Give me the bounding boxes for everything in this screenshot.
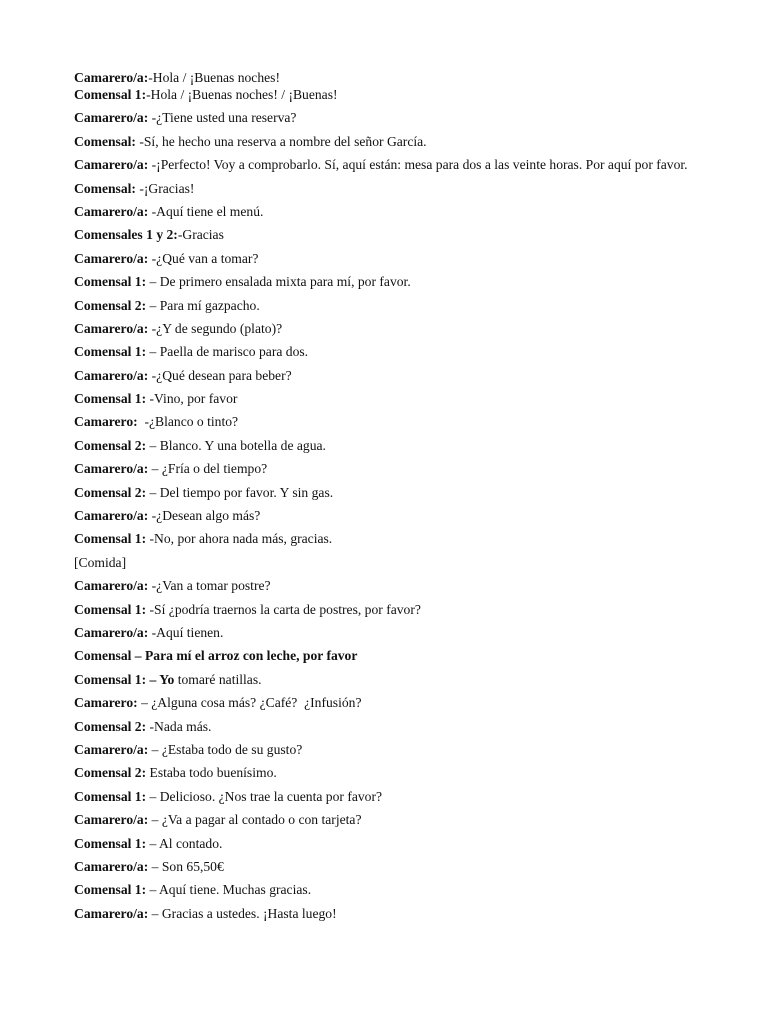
line-text: -¿Y de segundo (plato)? <box>148 320 283 336</box>
line-text: -Sí, he hecho una reserva a nombre del señor García. <box>135 133 427 149</box>
speaker-label: Comensal 2: <box>74 297 147 313</box>
dialogue-line <box>74 203 714 220</box>
speaker-label: Comensal 1: <box>74 835 147 851</box>
dialogue-line <box>74 250 714 267</box>
line-text: – Paella de marisco para dos. <box>146 344 309 360</box>
line-text: -Sí ¿podría traernos la carta de postres, por favor? <box>146 601 421 617</box>
speaker-label: Comensal 2: <box>74 718 147 734</box>
speaker-label: Camarero: <box>74 414 138 430</box>
dialogue-line <box>74 554 714 571</box>
line-text: – ¿Fría o del tiempo? <box>148 461 268 477</box>
line-text: -Hola / ¡Buenas noches! <box>148 70 280 85</box>
dialogue-line <box>74 297 714 314</box>
speaker-label: Comensal 1: <box>74 87 147 102</box>
speaker-label: Camarero/a: <box>74 157 149 173</box>
dialogue-line <box>74 507 714 524</box>
line-text: -Aquí tienen. <box>148 624 224 640</box>
dialogue-line <box>74 671 714 688</box>
dialogue-line <box>74 180 714 197</box>
dialogue-line <box>74 764 714 781</box>
speaker-label: Comensal: <box>74 180 136 196</box>
bold-text: – Yo <box>146 671 175 687</box>
line-text: -¡Perfecto! Voy a comprobarlo. Sí, aquí están: mesa para dos a las veinte horas. Por aquí por favor. <box>148 157 688 173</box>
line-text: – Delicioso. ¿Nos trae la cuenta por favor? <box>146 788 383 804</box>
line-text: – Para mí gazpacho. <box>146 297 260 313</box>
line-text: – De primero ensalada mixta para mí, por favor. <box>146 274 411 290</box>
dialogue-line <box>74 718 714 735</box>
speaker-label: Comensales 1 y 2: <box>74 227 178 243</box>
dialogue-line <box>74 69 714 86</box>
line-text: -¿Qué desean para beber? <box>148 367 292 383</box>
line-text: – Gracias a ustedes. ¡Hasta luego! <box>148 905 337 921</box>
speaker-label: Comensal 2: <box>74 765 147 781</box>
speaker-label: Comensal 1: <box>74 531 147 547</box>
speaker-label: Comensal 1: <box>74 274 147 290</box>
dialogue-line <box>74 811 714 828</box>
line-text: – ¿Alguna cosa más? ¿Café? ¿Infusión? <box>137 695 362 711</box>
speaker-label: Camarero/a: <box>74 741 149 757</box>
speaker-label: Comensal 1: <box>74 391 147 407</box>
line-text: – Al contado. <box>146 835 223 851</box>
line-text: -¿Van a tomar postre? <box>148 578 271 594</box>
line-text: -¡Gracias! <box>135 180 195 196</box>
speaker-label: Comensal 1: <box>74 671 147 687</box>
dialogue-line <box>74 437 714 454</box>
speaker-label: Comensal 2: <box>74 437 147 453</box>
line-text: -¿Blanco o tinto? <box>137 414 239 430</box>
line-text: -¿Qué van a tomar? <box>148 250 259 266</box>
speaker-label: Comensal 1: <box>74 601 147 617</box>
speaker-label: Camarero/a: <box>74 578 149 594</box>
dialogue-line <box>74 577 714 594</box>
dialogue-line <box>74 413 714 430</box>
line-text: – Son 65,50€ <box>148 858 224 874</box>
line-text: Estaba todo buenísimo. <box>146 765 277 781</box>
dialogue-line <box>74 647 714 664</box>
speaker-label: Camarero/a: <box>74 110 149 126</box>
dialogue-line <box>74 460 714 477</box>
dialogue-line <box>74 835 714 852</box>
speaker-label: Comensal 1: <box>74 344 147 360</box>
dialogue-line <box>74 881 714 898</box>
dialogue-line <box>74 226 714 243</box>
speaker-label: Camarero/a: <box>74 367 149 383</box>
line-text: – ¿Estaba todo de su gusto? <box>148 741 303 757</box>
speaker-label: Camarero/a: <box>74 508 149 524</box>
speaker-label: Camarero/a: <box>74 203 149 219</box>
dialogue-line <box>74 86 714 103</box>
speaker-label: Camarero/a: <box>74 70 149 85</box>
line-text: – Del tiempo por favor. Y sin gas. <box>146 484 334 500</box>
speaker-label: Comensal 1: <box>74 788 147 804</box>
dialogue-line <box>74 273 714 290</box>
line-text: -Hola / ¡Buenas noches! / ¡Buenas! <box>146 87 338 102</box>
dialogue-line <box>74 530 714 547</box>
line-text: – ¿Va a pagar al contado o con tarjeta? <box>148 812 362 828</box>
dialogue-line <box>74 858 714 875</box>
speaker-label: Comensal: <box>74 133 136 149</box>
dialogue-line <box>74 905 714 922</box>
line-text: -Nada más. <box>146 718 212 734</box>
line-text: – Blanco. Y una botella de agua. <box>146 437 326 453</box>
speaker-label: Camarero/a: <box>74 812 149 828</box>
speaker-label: Camarero/a: <box>74 624 149 640</box>
speaker-label: Comensal 1: <box>74 882 147 898</box>
dialogue-line <box>74 624 714 641</box>
line-text: tomaré natillas. <box>174 671 262 687</box>
dialogue-line <box>74 484 714 501</box>
document-page <box>74 69 714 922</box>
line-text: – Aquí tiene. Muchas gracias. <box>146 882 312 898</box>
speaker-label: Comensal 2: <box>74 484 147 500</box>
line-text: -Gracias <box>177 227 224 243</box>
line-text: -¿Desean algo más? <box>148 508 261 524</box>
line-text: -No, por ahora nada más, gracias. <box>146 531 333 547</box>
dialogue-line <box>74 601 714 618</box>
speaker-label: Camarero/a: <box>74 905 149 921</box>
dialogue-line <box>74 788 714 805</box>
dialogue-line <box>74 367 714 384</box>
speaker-label: Camarero/a: <box>74 858 149 874</box>
speaker-label: Camarero/a: <box>74 250 149 266</box>
dialogue-line <box>74 109 714 126</box>
line-text: [Comida] <box>74 554 127 570</box>
speaker-label: Camarero/a: <box>74 320 149 336</box>
dialogue-line <box>74 156 714 173</box>
dialogue-line <box>74 133 714 150</box>
dialogue-line <box>74 390 714 407</box>
speaker-label: Comensal – Para mí el arroz con leche, por favor <box>74 648 358 664</box>
line-text: -Vino, por favor <box>146 391 238 407</box>
line-text: -Aquí tiene el menú. <box>148 203 264 219</box>
speaker-label: Camarero/a: <box>74 461 149 477</box>
line-text: -¿Tiene usted una reserva? <box>148 110 297 126</box>
dialogue-line <box>74 741 714 758</box>
dialogue-line <box>74 694 714 711</box>
dialogue-line <box>74 343 714 360</box>
speaker-label: Camarero: <box>74 695 138 711</box>
dialogue-line <box>74 320 714 337</box>
